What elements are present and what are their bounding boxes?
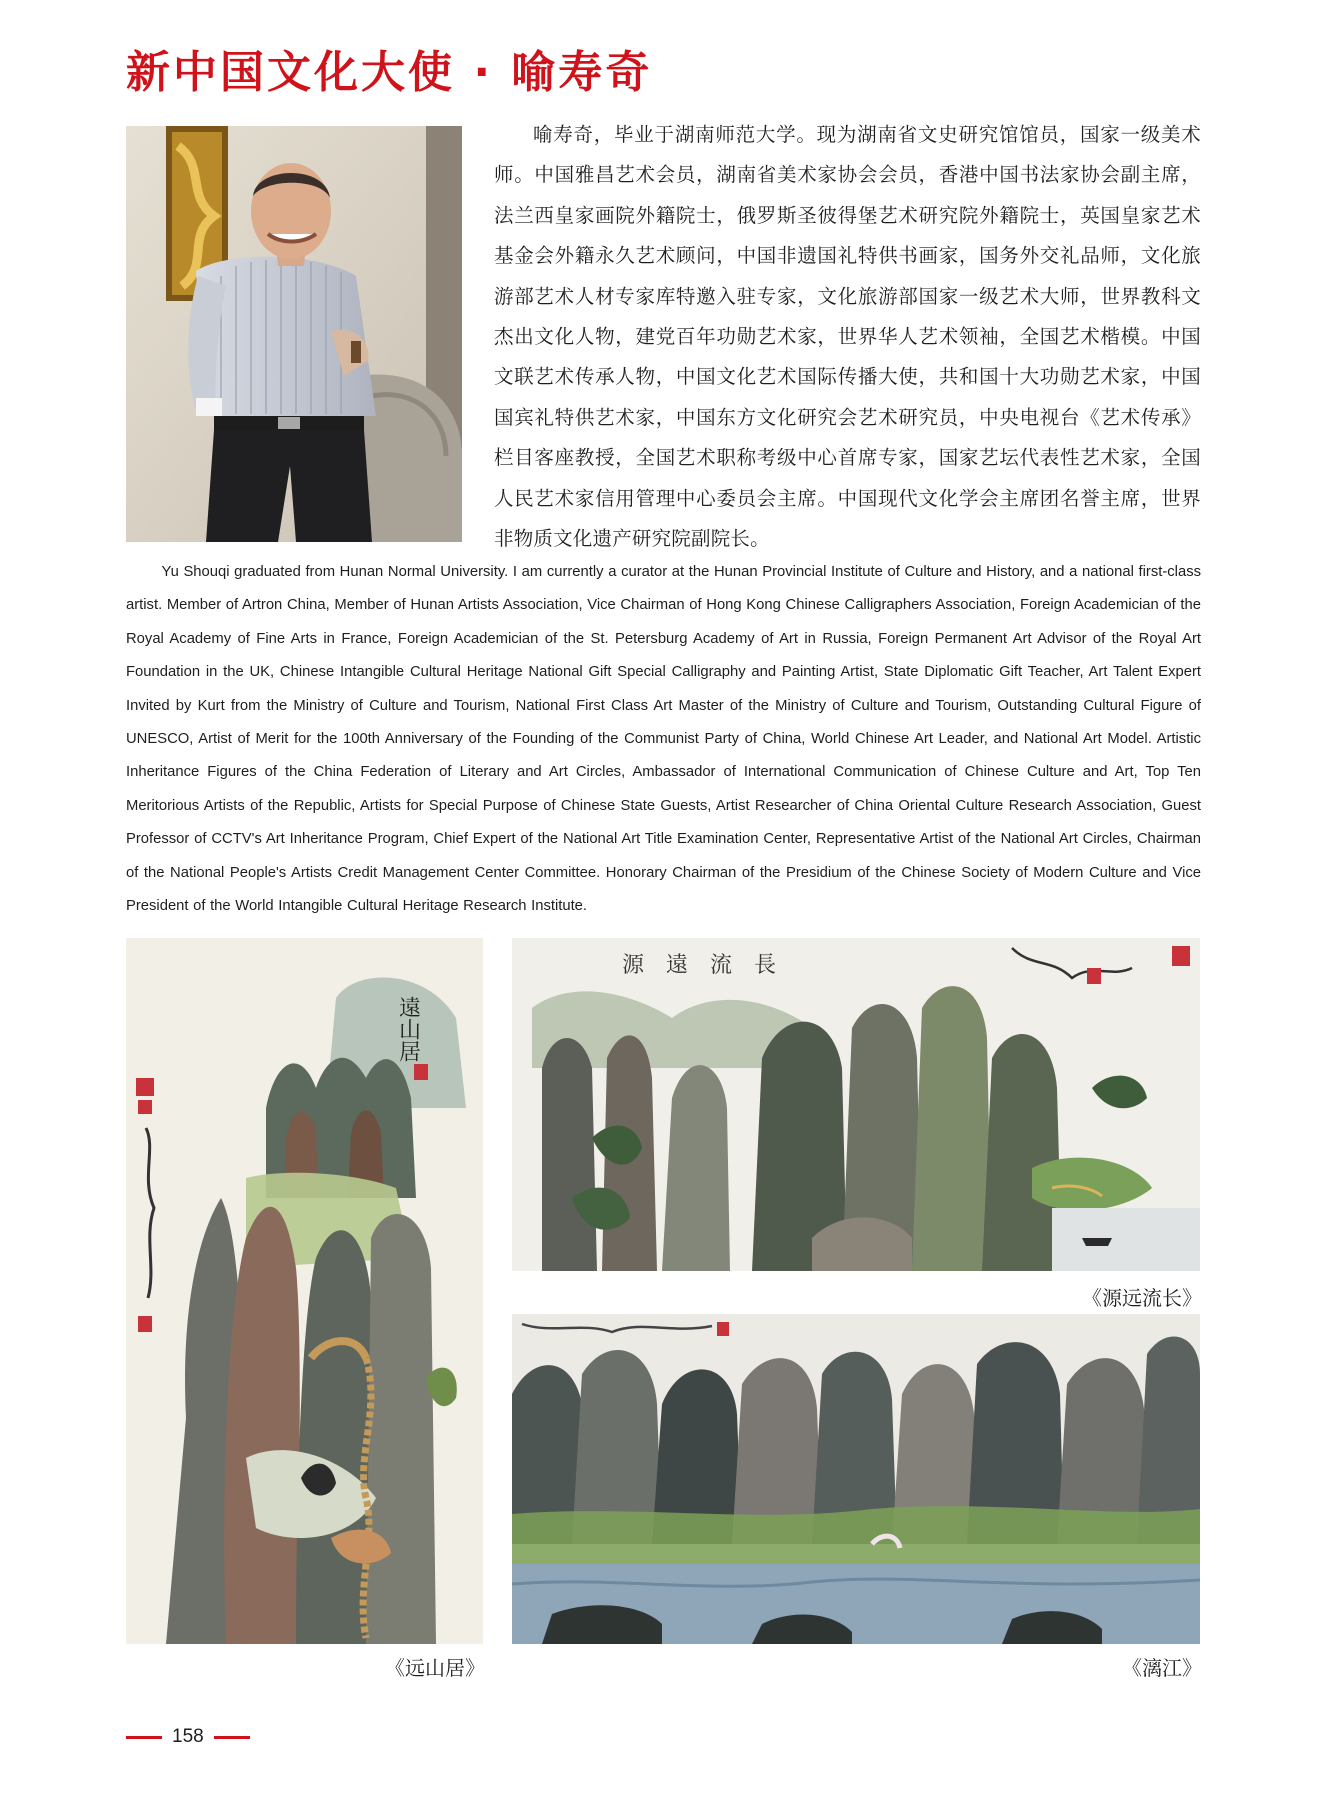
caption-yuanshanju: 《远山居》 bbox=[385, 1656, 485, 1680]
bio-english: Yu Shouqi graduated from Hunan Normal University. I am currently a curator at the Hunan Provincial Institute of Culture and History, and a national first-class artist. Member of Artron China, Member of Hunan Artists Association, Vice Chairman of Hong Kong Chinese Calligraphers Association, Foreign Academician of the Royal Academy of Fine Arts in France, Foreign Academician of the St. Petersburg Academy of Art in Russia, Foreign Permanent Art Advisor of the Royal Art Foundation in the UK, Chinese Intangible Cultural Heritage National Gift Special Calligraphy and Painting Artist, State Diplomatic Gift Teacher, Art Talent Expert Invited by Kurt from the Ministry of Culture and Tourism, National First Class Art Master of the Ministry of Culture and Tourism, Outstanding Cultural Figure of UNESCO, Artist of Merit for the 100th Anniversary of the Founding of the Communist Party of China, World Chinese Art Leader, and National Art Model. Artistic Inheritance Figures of the China Federation of Literary and Art Circles, Ambassador of International Communication of Chinese Culture and Art, Top Ten Meritorious Artists of the Republic, Artists for Special Purpose of Chinese State Guests, Artist Researcher of China Oriental Culture Research Association, Guest Professor of CCTV's Art Inheritance Program, Chief Expert of the National Art Title Examination Center, Representative Artist of the National Art Circles, Chairman of the National People's Artists Credit Management Center Committee. Honorary Chairman of the Presidium of the Chinese Society of Modern Culture and Vice President of the World Intangible Cultural Heritage Research Institute. bbox=[126, 564, 1201, 915]
page-number-value: 158 bbox=[172, 1726, 204, 1747]
yuanshanju-inscription: 遠山居 bbox=[395, 996, 421, 1062]
caption-yuanyuanliuchang: 《源远流长》 bbox=[1082, 1286, 1202, 1310]
painting-lijiang bbox=[512, 1314, 1200, 1644]
painting-yuanshanju bbox=[126, 938, 483, 1644]
page-number bbox=[126, 1726, 250, 1748]
painting-yuanyuanliuchang bbox=[512, 938, 1200, 1271]
page-number-rule-left bbox=[126, 1736, 162, 1739]
bio-chinese: 喻寿奇，毕业于湖南师范大学。现为湖南省文史研究馆馆员，国家一级美术师。中国雅昌艺术会员，湖南省美术家协会会员，香港中国书法家协会副主席，法兰西皇家画院外籍院士，俄罗斯圣彼得堡艺术研究院外籍院士，英国皇家艺术基金会外籍永久艺术顾问，中国非遗国礼特供书画家，国务外交礼品师，文化旅游部艺术人材专家库特邀入驻专家，文化旅游部国家一级艺术大师，世界教科文杰出文化人物，建党百年功勋艺术家，世界华人艺术领袖，全国艺术楷模。中国文联艺术传承人物，中国文化艺术国际传播大使，共和国十大功勋艺术家，中国国宾礼特供艺术家，中国东方文化研究会艺术研究员，中央电视台《艺术传承》栏目客座教授，全国艺术职称考级中心首席专家，国家艺坛代表性艺术家，全国人民艺术家信用管理中心委员会主席。中国现代文化学会主席团名誉主席，世界非物质文化遗产研究院副院长。 bbox=[494, 123, 1201, 551]
caption-lijiang: 《漓江》 bbox=[1122, 1656, 1202, 1680]
page-number-rule-right bbox=[214, 1736, 250, 1739]
yuanyuanliuchang-inscription: 源遠流長 bbox=[622, 953, 799, 978]
page-title: 新中国文化大使 · 喻寿奇 bbox=[126, 47, 653, 98]
artist-portrait-photo bbox=[126, 126, 462, 542]
